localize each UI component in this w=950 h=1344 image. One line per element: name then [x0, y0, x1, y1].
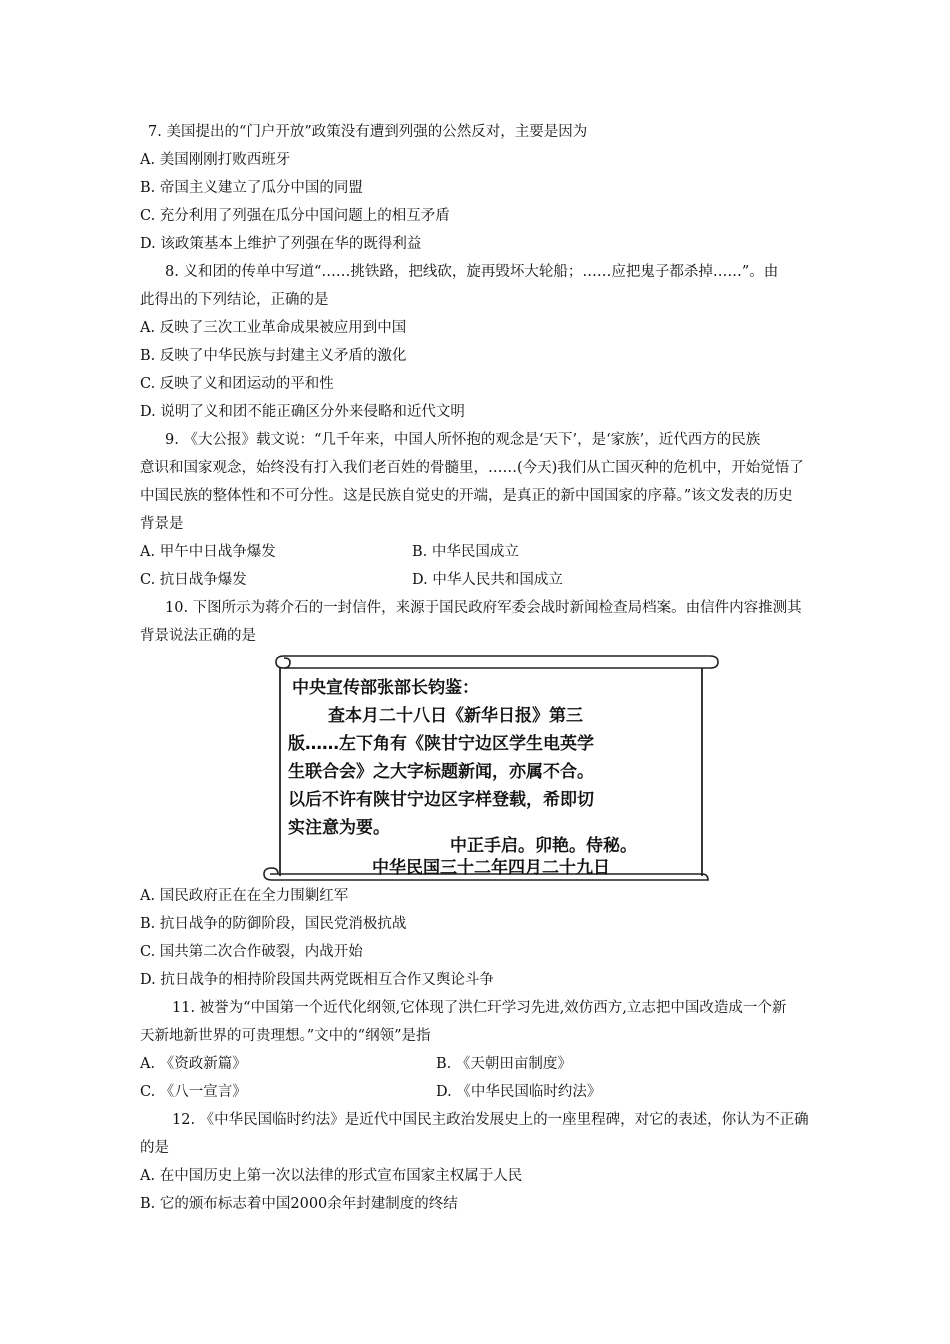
letter-line-5: 以后不许有陕甘宁边区字样登载，希即切: [288, 790, 594, 810]
q10-option-c: C. 国共第二次合作破裂，内战开始: [140, 944, 363, 960]
letter-line-2: 查本月二十八日《新华日报》第三: [328, 706, 583, 726]
letter-line-6: 实注意为要。: [288, 818, 390, 838]
q11-option-c: C. 《八一宣言》: [140, 1084, 247, 1100]
q8-stem-line2: 此得出的下列结论，正确的是: [140, 292, 329, 308]
q11-option-b: B. 《天朝田亩制度》: [436, 1056, 572, 1072]
q11-stem-line1: 11. 被誉为“中国第一个近代化纲领,它体现了洪仁玕学习先进,效仿西方,立志把中国改造成一个新: [172, 1000, 787, 1016]
q10-stem-line1: 10. 下图所示为蒋介石的一封信件，来源于国民政府军委会战时新闻检查局档案。由信件内容推测其: [165, 600, 802, 616]
q9-stem-line4: 背景是: [140, 516, 184, 532]
letter-line-1: 中央宣传部张部长钧鉴：: [292, 678, 479, 698]
q11-option-d: D. 《中华民国临时约法》: [436, 1084, 602, 1100]
letter-line-3: 版……左下角有《陕甘宁边区学生电英学: [288, 734, 594, 754]
letter-line-8: 中华民国三十二年四月二十九日: [372, 858, 610, 878]
letter-line-4: 生联合会》之大字标题新闻，亦属不合。: [288, 762, 594, 782]
q11-stem-line2: 天新地新世界的可贵理想。”文中的“纲领”是指: [140, 1028, 431, 1044]
q7-option-c: C. 充分利用了列强在瓜分中国问题上的相互矛盾: [140, 208, 450, 224]
letter-line-7: 中正手启。卯艳。侍秘。: [450, 836, 637, 856]
q8-option-c: C. 反映了义和团运动的平和性: [140, 376, 334, 392]
q9-stem-line3: 中国民族的整体性和不可分性。这是民族自觉史的开端，是真正的新中国国家的序幕。”该文发表的历史: [140, 488, 793, 504]
q7-stem: 7. 美国提出的“门户开放”政策没有遭到列强的公然反对，主要是因为: [148, 124, 588, 140]
q9-stem-line2: 意识和国家观念，始终没有打入我们老百姓的骨髓里，……(今天)我们从亡国灭种的危机中，开始觉悟了: [140, 460, 804, 476]
q9-option-c: C. 抗日战争爆发: [140, 572, 247, 588]
q10-stem-line2: 背景说法正确的是: [140, 628, 256, 644]
q7-option-b: B. 帝国主义建立了瓜分中国的同盟: [140, 180, 363, 196]
q11-option-a: A. 《资政新篇》: [140, 1056, 247, 1072]
q12-stem-line1: 12. 《中华民国临时约法》是近代中国民主政治发展史上的一座里程碑，对它的表述，你认为不正确: [172, 1112, 809, 1128]
q12-option-a: A. 在中国历史上第一次以法律的形式宣布国家主权属于人民: [140, 1168, 523, 1184]
q8-option-b: B. 反映了中华民族与封建主义矛盾的激化: [140, 348, 407, 364]
q12-option-b: B. 它的颁布标志着中国2000余年封建制度的终结: [140, 1196, 458, 1212]
q12-stem-line2: 的是: [140, 1140, 169, 1156]
letter-scroll-image: [262, 652, 720, 884]
q8-option-a: A. 反映了三次工业革命成果被应用到中国: [140, 320, 407, 336]
q8-option-d: D. 说明了义和团不能正确区分外来侵略和近代文明: [140, 404, 465, 420]
q10-option-d: D. 抗日战争的相持阶段国共两党既相互合作又舆论斗争: [140, 972, 494, 988]
q9-option-a: A. 甲午中日战争爆发: [140, 544, 276, 560]
q9-option-b: B. 中华民国成立: [412, 544, 519, 560]
q9-option-d: D. 中华人民共和国成立: [412, 572, 563, 588]
q9-stem-line1: 9. 《大公报》载文说：“几千年来，中国人所怀抱的观念是‘天下’，是‘家族’，近代西方的民族: [165, 432, 761, 448]
q10-option-b: B. 抗日战争的防御阶段，国民党消极抗战: [140, 916, 407, 932]
q10-option-a: A. 国民政府正在在全力围剿红军: [140, 888, 349, 904]
q7-option-d: D. 该政策基本上维护了列强在华的既得利益: [140, 236, 422, 252]
q8-stem-line1: 8. 义和团的传单中写道“……挑铁路，把线砍，旋再毁坏大轮船；……应把鬼子都杀掉……”。由: [165, 264, 779, 280]
q7-option-a: A. 美国刚刚打败西班牙: [140, 152, 291, 168]
